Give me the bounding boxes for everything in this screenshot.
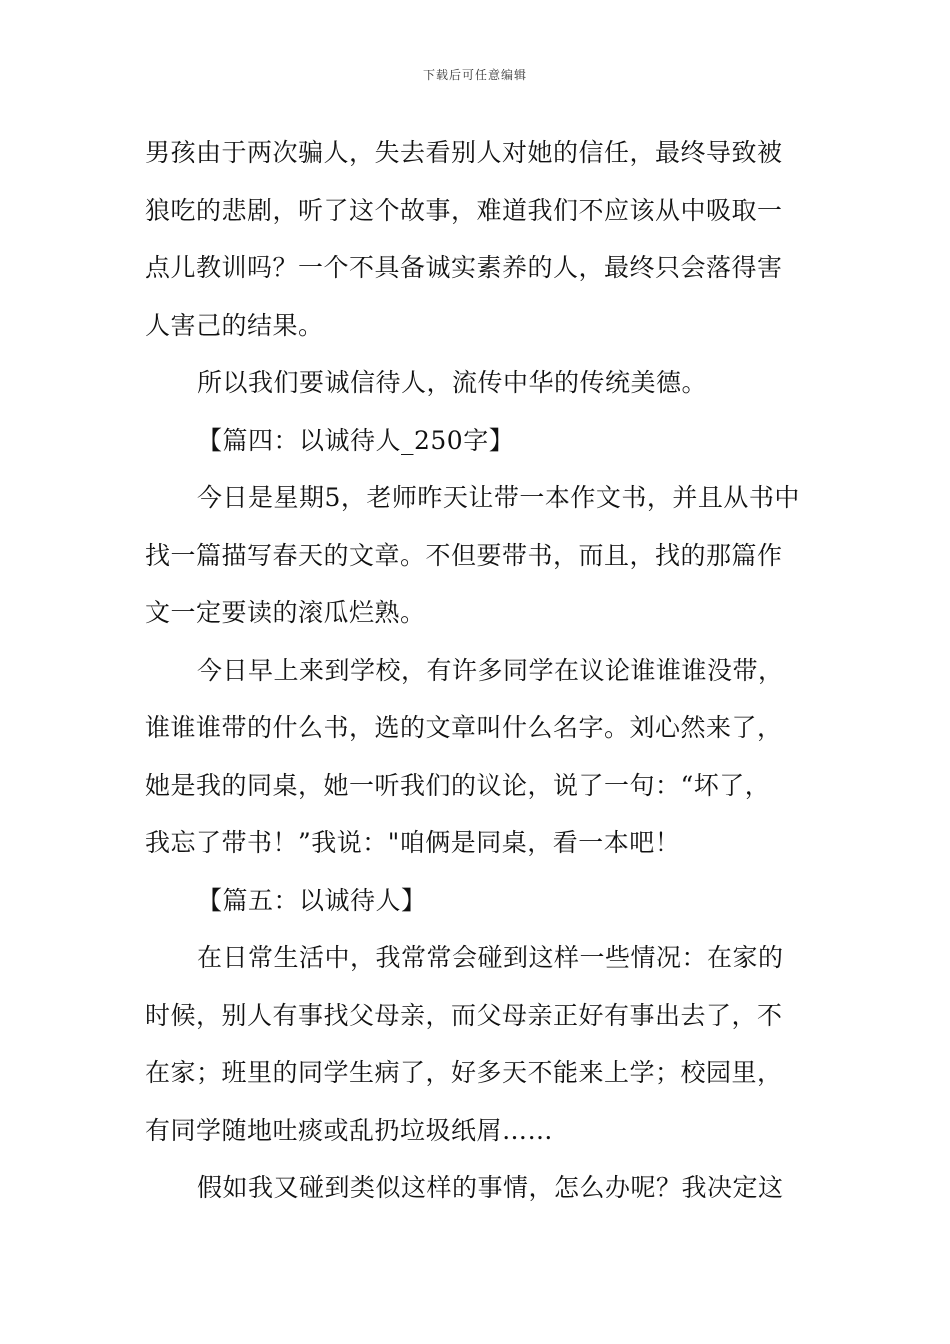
text-line: 找一篇描写春天的文章。不但要带书，而且，找的那篇作 [145,540,783,570]
paragraph-start: 在日常生活中，我常常会碰到这样一些情况：在家的 [197,943,784,972]
page-header-note: 下载后可任意编辑 [422,68,527,82]
section-heading: 【篇四：以诚待人_250字】 [197,425,515,455]
text-line: 谁谁谁带的什么书，选的文章叫什么名字。刘心然来了， [145,713,783,742]
paragraph-start: 今日早上来到学校，有许多同学在议论谁谁谁没带， [197,655,784,685]
text-line: 狼吃的悲剧，听了这个故事，难道我们不应该从中吸取一 [145,195,783,225]
text-line: 我忘了带书！”我说："咱俩是同桌，看一本吧！ [145,828,681,857]
text-line: 文一定要读的滚瓜烂熟。 [145,598,426,627]
paragraph-start: 今日是星期5，老师昨天让带一本作文书，并且从书中 [197,483,800,512]
paragraph-start: 假如我又碰到类似这样的事情，怎么办呢？我决定这 [197,1173,784,1202]
text-line: 男孩由于两次骗人，失去看别人对她的信任，最终导致被 [145,138,783,167]
text-line: 有同学随地吐痰或乱扔垃圾纸屑…… [145,1115,554,1145]
text-line: 人害己的结果。 [145,310,324,340]
text-line: 点儿教训吗？一个不具备诚实素养的人，最终只会落得害 [145,253,783,282]
paragraph-start: 所以我们要诚信待人，流传中华的传统美德。 [197,368,708,397]
text-line: 时候，别人有事找父母亲，而父母亲正好有事出去了，不 [145,1000,783,1030]
text-line: 在家；班里的同学生病了，好多天不能来上学；校园里， [145,1058,783,1087]
text-line: 她是我的同桌，她一听我们的议论，说了一句：“坏了， [145,770,771,800]
document-body [145,124,807,1217]
section-heading: 【篇五：以诚待人】 [197,885,427,915]
